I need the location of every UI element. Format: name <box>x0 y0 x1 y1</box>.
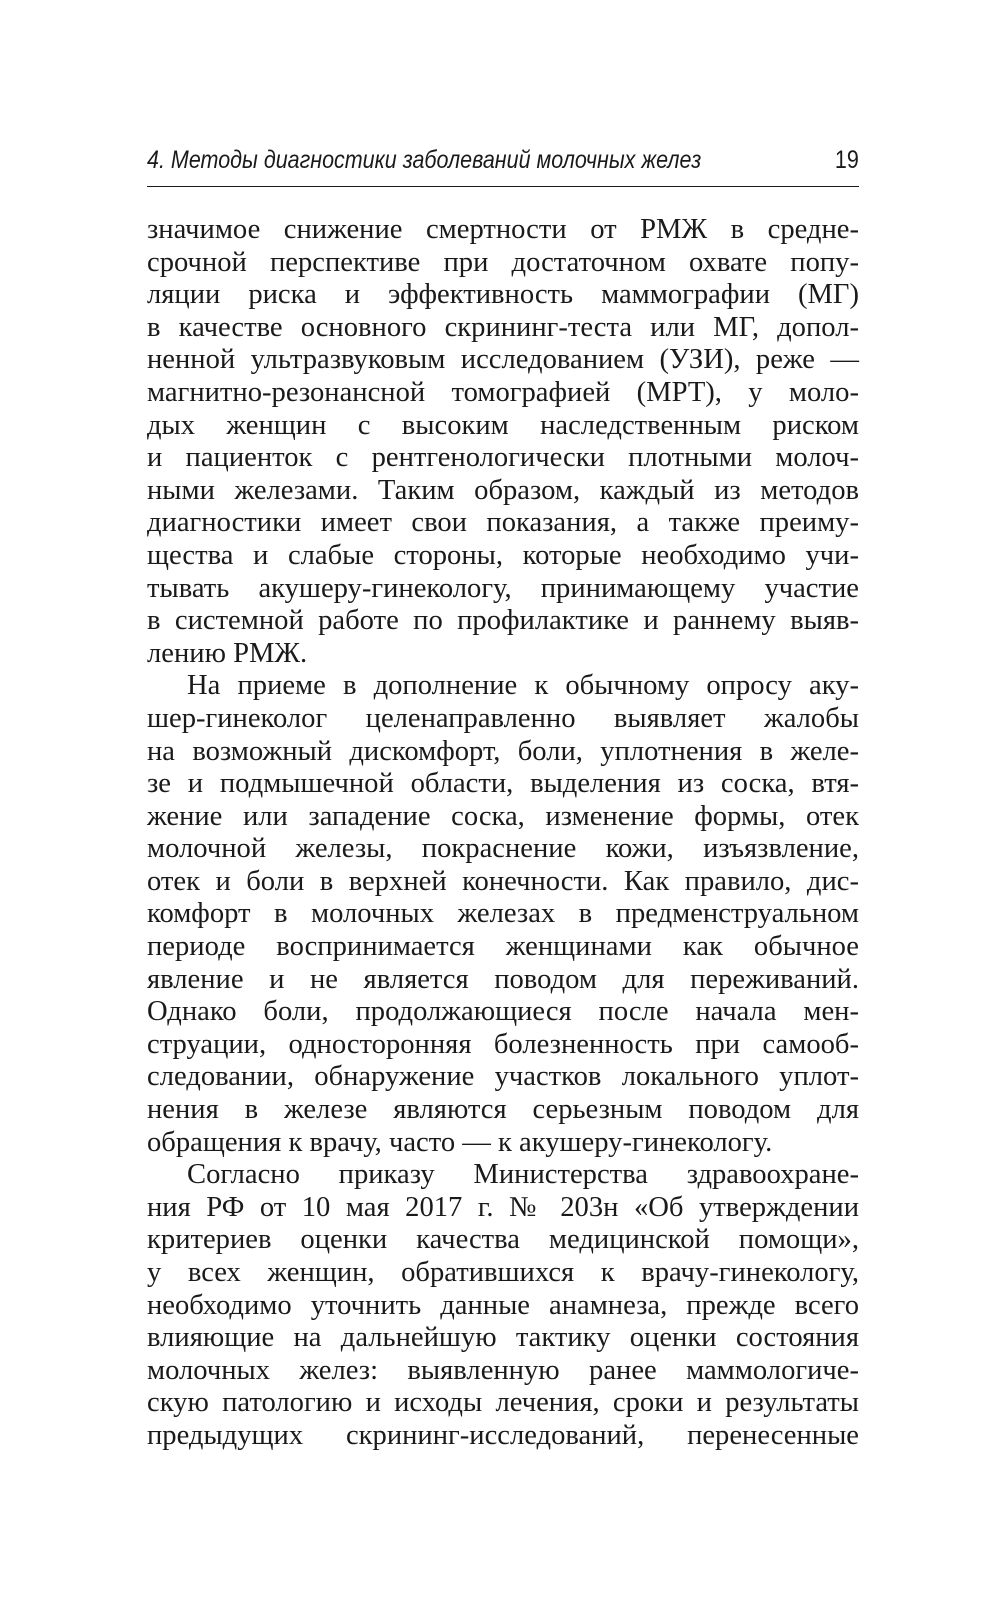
text-line: жение или западение соска, изменение формы, отек <box>147 800 859 832</box>
text-line: ляции риска и эффективность маммографии (МГ) <box>147 279 859 311</box>
text-line: в качестве основного скрининг-теста или МГ, допол- <box>147 311 859 343</box>
text-line: влияющие на дальнейшую тактику оценки состояния <box>147 1322 859 1354</box>
text-line: необходимо уточнить данные анамнеза, прежде всего <box>147 1289 859 1321</box>
text-line: молочных желез: выявленную ранее маммологиче- <box>147 1354 859 1386</box>
text-line: комфорт в молочных железах в предменструальном <box>147 898 859 930</box>
text-line: диагностики имеет свои показания, а также преиму- <box>147 507 859 539</box>
text-line: ния РФ от 10 мая 2017 г. № 203н «Об утверждении <box>147 1191 859 1223</box>
text-line: На приеме в дополнение к обычному опросу аку- <box>187 670 859 702</box>
text-line: струации, односторонняя болезненность при самооб- <box>147 1028 859 1060</box>
paragraph-3 <box>147 1159 859 1452</box>
text-line: дых женщин с высоким наследственным риском <box>147 409 859 441</box>
text-line: молочной железы, покраснение кожи, изъязвление, <box>147 833 859 865</box>
text-line: шер-гинеколог целенаправленно выявляет жалобы <box>147 702 859 734</box>
paragraph-2 <box>147 670 859 1159</box>
text-line: срочной перспективе при достаточном охвате попу- <box>147 246 859 278</box>
text-line: Согласно приказу Министерства здравоохране- <box>187 1159 859 1191</box>
text-line: лению РМЖ. <box>147 637 308 669</box>
text-line: следовании, обнаружение участков локального уплот- <box>147 1061 859 1093</box>
text-line: явление и не является поводом для переживаний. <box>147 963 859 995</box>
chapter-title: 4. Методы диагностики заболеваний молочных желез <box>147 146 702 174</box>
text-line: нения в железе являются серьезным поводом для <box>147 1094 859 1126</box>
text-line: периоде воспринимается женщинами как обычное <box>147 931 859 963</box>
running-header <box>147 142 859 187</box>
text-line: Однако боли, продолжающиеся после начала мен- <box>147 996 859 1028</box>
text-line: обращения к врачу, часто — к акушеру-гинекологу. <box>147 1126 773 1158</box>
text-line: и пациенток с рентгенологически плотными молоч- <box>147 442 859 474</box>
text-line: зе и подмышечной области, выделения из соска, втя- <box>147 768 859 800</box>
text-line: предыдущих скрининг-исследований, перенесенные <box>147 1419 859 1451</box>
text-line: у всех женщин, обратившихся к врачу-гинекологу, <box>147 1257 859 1288</box>
page-number: 19 <box>835 146 859 174</box>
text-line: скую патологию и исходы лечения, сроки и результаты <box>147 1387 859 1419</box>
text-line: критериев оценки качества медицинской помощи», <box>147 1224 859 1256</box>
text-line: магнитно-резонансной томографией (МРТ), у моло- <box>147 376 859 408</box>
text-line: ными железами. Таким образом, каждый из методов <box>147 474 859 506</box>
text-line: отек и боли в верхней конечности. Как правило, дис- <box>147 865 859 897</box>
text-line: в системной работе по профилактике и раннему выяв- <box>147 605 859 637</box>
text-line: значимое снижение смертности от РМЖ в средне- <box>147 214 859 245</box>
paragraph-1 <box>147 214 859 670</box>
text-line: тывать акушеру-гинекологу, принимающему участие <box>147 572 859 604</box>
body-text <box>147 214 859 1453</box>
text-line: ненной ультразвуковым исследованием (УЗИ), реже — <box>147 344 859 376</box>
text-line: на возможный дискомфорт, боли, уплотнения в желе- <box>147 735 859 767</box>
text-line: щества и слабые стороны, которые необходимо учи- <box>147 539 859 571</box>
